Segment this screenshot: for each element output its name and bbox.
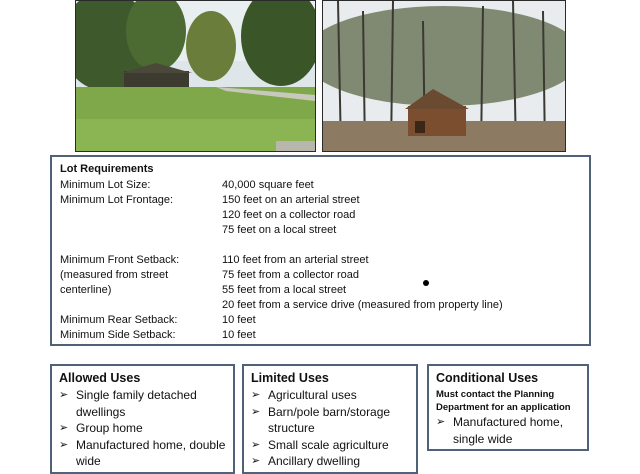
limited-uses-list (251, 387, 413, 470)
front-setback-note-2: centerline) (60, 284, 112, 296)
limited-uses-box (242, 364, 418, 474)
conditional-uses-note: Must contact the Planning Department for an application (436, 389, 571, 413)
setback-arterial: 110 feet from an arterial street (222, 254, 369, 266)
front-setback-note-1: (measured from street (60, 269, 169, 281)
list-item: ➢ Agricultural uses (251, 387, 413, 404)
min-rear-setback-label: Minimum Rear Setback: (60, 314, 178, 326)
conditional-uses-list (436, 414, 584, 447)
min-lot-frontage-label: Minimum Lot Frontage: (60, 194, 174, 206)
lot-requirements-box (50, 155, 591, 346)
side-setback-value: 10 feet (222, 329, 256, 341)
lot-requirements-title: Lot Requirements (60, 163, 154, 175)
allowed-uses-list (59, 387, 229, 470)
frontage-arterial: 150 feet on an arterial street (222, 194, 360, 206)
conditional-uses-title: Conditional Uses (436, 371, 539, 385)
list-item: ➢ Manufactured home, double wide (59, 437, 229, 470)
frontage-local: 75 feet on a local street (222, 224, 337, 236)
list-item: ➢ Manufactured home, single wide (436, 414, 584, 447)
conditional-uses-box (427, 364, 589, 451)
limited-uses-title: Limited Uses (251, 371, 329, 385)
house-with-lawn-photo (75, 0, 316, 152)
bullet-dot (423, 280, 429, 286)
rear-setback-value: 10 feet (222, 314, 256, 326)
setback-local: 55 feet from a local street (222, 284, 347, 296)
min-lot-size-label: Minimum Lot Size: (60, 179, 151, 191)
log-cabin-in-pines-photo (322, 0, 566, 152)
list-item: ➢ Barn/pole barn/storage structure (251, 404, 413, 437)
list-item: ➢ Group home (59, 420, 229, 437)
min-side-setback-label: Minimum Side Setback: (60, 329, 176, 341)
list-item: ➢ Small scale agriculture (251, 437, 413, 454)
frontage-collector: 120 feet on a collector road (222, 209, 356, 221)
min-front-setback-label: Minimum Front Setback: (60, 254, 180, 266)
allowed-uses-box (50, 364, 235, 474)
min-lot-size-value: 40,000 square feet (222, 179, 314, 191)
allowed-uses-title: Allowed Uses (59, 371, 141, 385)
setback-collector: 75 feet from a collector road (222, 269, 359, 281)
setback-service-drive: 20 feet from a service drive (measured from property line) (222, 299, 503, 311)
list-item: ➢ Ancillary dwelling (251, 453, 413, 470)
list-item: ➢ Single family detached dwellings (59, 387, 229, 420)
